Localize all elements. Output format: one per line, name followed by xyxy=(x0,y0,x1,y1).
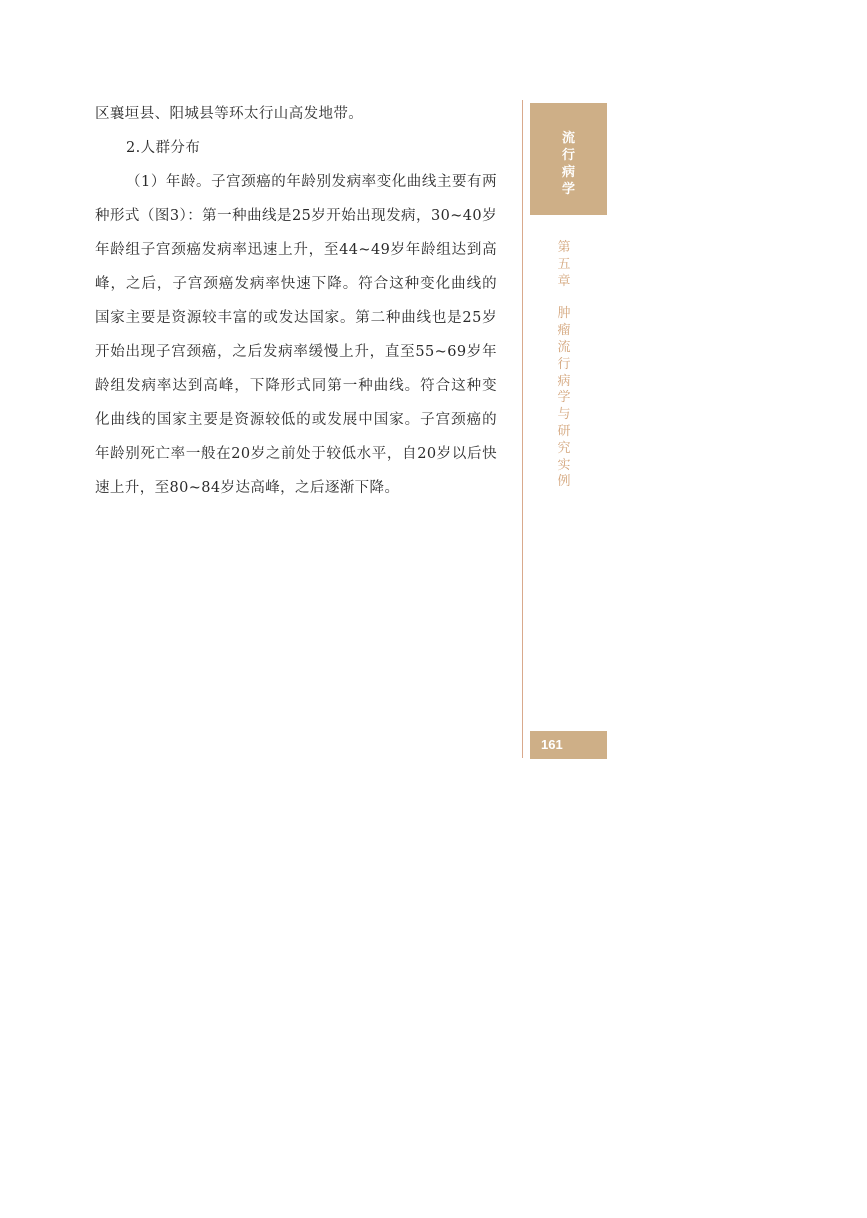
margin-divider-line xyxy=(522,100,523,758)
chapter-heading-vertical xyxy=(553,240,575,491)
body-text xyxy=(95,97,497,505)
book-title-label: 流行病学 xyxy=(561,131,575,197)
chapter-title: 肿瘤流行病学与研究实例 xyxy=(557,306,571,490)
page-number: 161 xyxy=(541,737,563,752)
paragraph-age: （1）年龄。子宫颈癌的年龄别发病率变化曲线主要有两种形式（图3）：第一种曲线是25岁开始出现发病，30~40岁年龄组子宫颈癌发病率迅速上升，至44~49岁年龄组达到高峰，之后，子宫颈癌发病率快速下降。符合这种变化曲线的国家主要是资源较丰富的或发达国家。第二种曲线也是25岁开始出现子宫颈癌，之后发病率缓慢上升，直至55~69岁年龄组发病率达到高峰，下降形式同第一种曲线。符合这种变化曲线的国家主要是资源较低的或发展中国家。子宫颈癌的年龄别死亡率一般在20岁之前处于较低水平，自20岁以后快速上升，至80~84岁达高峰，之后逐渐下降。 xyxy=(95,174,497,496)
page-number-tab xyxy=(530,731,607,759)
paragraph-continuation: 区襄垣县、阳城县等环太行山高发地带。 xyxy=(95,106,364,122)
chapter-number: 第五章 xyxy=(557,240,571,289)
book-title-tab xyxy=(530,103,607,215)
section-heading: 2.人群分布 xyxy=(126,140,201,156)
